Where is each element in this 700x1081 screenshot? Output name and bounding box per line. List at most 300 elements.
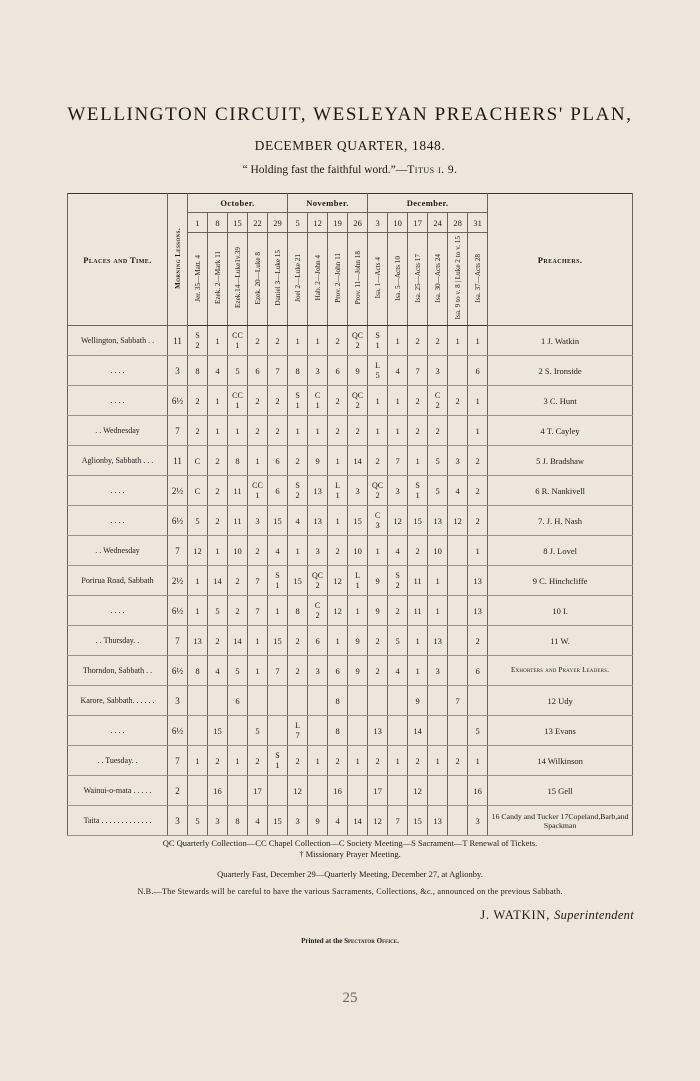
cell-value: 2 [415,545,420,556]
schedule-cell [268,686,288,716]
schedule-cell [328,716,348,746]
cell-value: 14 [353,455,362,466]
cell-value: 1 [255,635,260,646]
schedule-cell [448,326,468,356]
schedule-cell [208,506,228,536]
schedule-cell [288,626,308,656]
table-row [68,356,633,386]
schedule-cell [468,536,488,566]
schedule-cell [328,686,348,716]
motto-reference: Titus i. 9. [407,164,458,176]
cell-mark: C [374,511,381,520]
cell-mark: QC [312,571,324,580]
schedule-cell [248,326,268,356]
schedule-cell [448,716,468,746]
schedule-cell [268,776,288,806]
cell-value: 7 [395,815,400,826]
schedule-cell [228,356,248,386]
morning-time-cell: 6½ [168,506,188,536]
schedule-cell [348,716,368,746]
cell-value: 2 [415,395,420,406]
cell-value: 2 [415,425,420,436]
cell-mark: C [314,391,321,400]
lesson-header [288,233,308,326]
cell-value: 7 [255,575,260,586]
schedule-cell [388,386,408,416]
cell-value: 1 [395,755,400,766]
schedule-cell [468,506,488,536]
cell-value: 1 [215,425,220,436]
schedule-cell [388,626,408,656]
cell-value: 6 [335,665,340,676]
place-cell: . . Wednesday [68,536,168,566]
schedule-cell [408,596,428,626]
cell-value: 2 [195,395,200,406]
table-row [68,596,633,626]
table-row [68,776,633,806]
place-cell: . . . . [68,476,168,506]
cell-value: 2 [375,455,380,466]
schedule-cell [228,416,248,446]
schedule-cell [468,746,488,776]
schedule-cell [428,806,448,836]
cell-value: 1 [315,425,320,436]
schedule-cell [268,596,288,626]
schedule-cell [308,416,328,446]
cell-value: 12 [333,605,342,616]
schedule-cell [388,566,408,596]
schedule-cell [268,326,288,356]
cell-value: 1 [295,425,300,436]
date-header: 26 [348,213,368,233]
schedule-cell [308,686,328,716]
schedule-cell [328,506,348,536]
schedule-cell [248,686,268,716]
date-header: 10 [388,213,408,233]
schedule-cell [228,386,248,416]
schedule-cell [388,506,408,536]
lesson-header [388,233,408,326]
schedule-cell [448,776,468,806]
morning-time-cell: 3 [168,356,188,386]
cell-value: 4 [395,665,400,676]
stewards-note: N.B.—The Stewards will be careful to have the various Sacraments, Collections, &c., announced on the previous Sabbath. [137,887,563,896]
cell-value: 1 [435,605,440,616]
cell-value: 1 [215,395,220,406]
schedule-cell [308,596,328,626]
cell-value: 1 [355,755,360,766]
cell-value: 4 [255,815,260,826]
cell-value: 3 [295,815,300,826]
schedule-cell [448,416,468,446]
cell-value: 12 [453,515,462,526]
cell-value: 1 [295,400,300,410]
cell-value: 1 [475,755,480,766]
cell-value: 15 [273,815,282,826]
schedule-cell [228,746,248,776]
legend-missionary: † Missionary Prayer Meeting. [299,849,401,859]
cell-value: 13 [313,485,322,496]
schedule-cell [328,626,348,656]
schedule-cell [388,656,408,686]
cell-value: 10 [353,545,362,556]
cell-value: 13 [473,575,482,586]
schedule-cell [328,776,348,806]
preacher-cell: 14 Wilkinson [488,746,633,776]
schedule-cell [328,566,348,596]
schedule-cell [248,386,268,416]
cell-value: 1 [215,335,220,346]
morning-time-cell: 6½ [168,596,188,626]
schedule-cell [348,326,368,356]
cell-value: 4 [295,515,300,526]
schedule-cell [368,356,388,386]
preacher-cell: 15 Gell [488,776,633,806]
date-header: 29 [268,213,288,233]
cell-mark: S [295,481,300,490]
schedule-cell [368,596,388,626]
preacher-cell: 2 S. Ironside [488,356,633,386]
cell-value: 1 [375,425,380,436]
schedule-cell [228,536,248,566]
lesson-label: Isa. 37—Acts 28 [473,253,482,303]
schedule-cell [268,746,288,776]
schedule-cell [428,716,448,746]
cell-value: 6 [315,635,320,646]
cell-mark: S [415,481,420,490]
cell-value: 13 [433,815,442,826]
cell-value: 8 [335,725,340,736]
preacher-cell: 11 W. [488,626,633,656]
morning-time-cell: 3 [168,806,188,836]
schedule-cell [188,776,208,806]
schedule-cell [408,476,428,506]
schedule-cell [248,506,268,536]
cell-value: 13 [473,605,482,616]
schedule-cell [208,476,228,506]
place-cell: . . Thursday. . [68,626,168,656]
schedule-cell [188,746,208,776]
cell-value: 4 [395,545,400,556]
schedule-cell [468,776,488,806]
schedule-cell [348,356,368,386]
lesson-header [228,233,248,326]
date-header: 19 [328,213,348,233]
schedule-cell [428,326,448,356]
schedule-cell [188,476,208,506]
cell-value: 2 [215,515,220,526]
schedule-cell [448,686,468,716]
cell-mark: QC [352,331,364,340]
schedule-cell [248,746,268,776]
schedule-cell [388,326,408,356]
schedule-cell [368,446,388,476]
schedule-cell [288,416,308,446]
lesson-label: Joel 2—Luke 21 [293,254,302,302]
schedule-cell [448,446,468,476]
cell-value: 2 [335,425,340,436]
schedule-cell [288,386,308,416]
cell-value: 3 [375,520,380,530]
schedule-cell [348,776,368,806]
schedule-cell [468,596,488,626]
schedule-cell [268,806,288,836]
cell-value: 16 [333,785,342,796]
schedule-cell [308,716,328,746]
cell-value: 1 [395,425,400,436]
schedule-cell [208,716,228,746]
date-header: 28 [448,213,468,233]
schedule-cell [268,476,288,506]
table-row [68,536,633,566]
schedule-cell [228,686,248,716]
schedule-cell [288,536,308,566]
cell-value: 2 [195,425,200,436]
schedule-cell [248,806,268,836]
cell-value: 1 [235,755,240,766]
cell-value: 2 [335,335,340,346]
schedule-cell [428,686,448,716]
cell-value: 2 [455,395,460,406]
cell-value: 6 [275,455,280,466]
cell-value: 7 [255,605,260,616]
cell-mark: C [314,601,321,610]
cell-value: 1 [375,545,380,556]
date-header: 8 [208,213,228,233]
schedule-cell [228,626,248,656]
place-cell: . . . . [68,596,168,626]
schedule-cell [288,446,308,476]
cell-value: 15 [413,815,422,826]
schedule-cell [228,506,248,536]
cell-value: 16 [473,785,482,796]
cell-value: 12 [333,575,342,586]
schedule-cell [208,686,228,716]
schedule-cell [188,506,208,536]
cell-value: 2 [295,635,300,646]
cell-value: 13 [373,725,382,736]
schedule-cell [408,326,428,356]
table-row [68,716,633,746]
place-cell: . . . . [68,386,168,416]
schedule-cell [408,566,428,596]
schedule-cell [208,566,228,596]
place-cell: Wellington, Sabbath . . [68,326,168,356]
schedule-cell [248,776,268,806]
schedule-cell [388,476,408,506]
place-cell: Porirua Road, Sabbath [68,566,168,596]
schedule-cell [268,356,288,386]
lesson-header [188,233,208,326]
cell-value: 17 [253,785,262,796]
schedule-cell [368,326,388,356]
schedule-cell [448,386,468,416]
schedule-cell [208,656,228,686]
schedule-cell [288,596,308,626]
cell-mark: L [295,721,300,730]
schedule-cell [448,566,468,596]
morning-time-cell: 6½ [168,716,188,746]
cell-value: 15 [293,575,302,586]
cell-value: 15 [413,515,422,526]
schedule-cell [368,506,388,536]
lesson-header [448,233,468,326]
schedule-cell [428,746,448,776]
schedule-cell [268,656,288,686]
cell-value: 6 [275,485,280,496]
cell-value: 2 [295,755,300,766]
cell-value: 15 [273,515,282,526]
schedule-cell [448,656,468,686]
cell-value: 5 [195,515,200,526]
preacher-cell: 7. J. H. Nash [488,506,633,536]
schedule-cell [308,536,328,566]
schedule-cell [368,776,388,806]
lesson-label: Ezek. 20—Luke 8 [253,251,262,305]
schedule-cell [368,566,388,596]
cell-value: 2 [475,515,480,526]
schedule-cell [288,806,308,836]
schedule-cell [348,506,368,536]
cell-value: 2 [215,455,220,466]
schedule-cell [268,566,288,596]
cell-value: 2 [395,580,400,590]
cell-value: 2 [215,485,220,496]
lesson-header [348,233,368,326]
morning-time-cell: 11 [168,446,188,476]
cell-value: 4 [215,665,220,676]
table-row [68,386,633,416]
printer-credit-text: Printed at the [301,937,345,945]
schedule-cell [268,506,288,536]
cell-value: 13 [313,515,322,526]
schedule-cell [408,746,428,776]
schedule-cell [208,326,228,356]
schedule-cell [248,416,268,446]
cell-value: 1 [195,605,200,616]
lesson-label: Isa. 1—Acts 4 [373,257,382,299]
cell-value: 3 [255,515,260,526]
table-row [68,806,633,836]
preacher-cell: 8 J. Lovel [488,536,633,566]
schedule-cell [348,566,368,596]
cell-value: 5 [235,665,240,676]
cell-value: 6 [475,665,480,676]
cell-value: 3 [315,365,320,376]
cell-mark: L [375,361,381,370]
cell-value: 2 [415,755,420,766]
place-cell: Wainui-o-mata . . . . . [68,776,168,806]
cell-value: 1 [335,455,340,466]
cell-value: 2 [355,425,360,436]
cell-value: 2 [195,340,200,350]
cell-value: 5 [375,370,380,380]
schedule-cell [248,536,268,566]
schedule-cell [208,806,228,836]
schedule-cell [228,656,248,686]
schedule-cell [448,596,468,626]
lesson-header [248,233,268,326]
schedule-cell [388,776,408,806]
schedule-cell [328,446,348,476]
cell-value: 5 [475,725,480,736]
cell-value: 15 [273,635,282,646]
lesson-label: Isa. 25—Acts 17 [413,253,422,303]
schedule-cell [448,626,468,656]
schedule-cell [468,656,488,686]
schedule-cell [248,626,268,656]
cell-value: 2 [375,665,380,676]
schedule-cell [208,356,228,386]
schedule-cell [268,536,288,566]
table-row [68,566,633,596]
cell-value: 2 [275,425,280,436]
cell-value: 2 [255,545,260,556]
schedule-cell [368,626,388,656]
schedule-cell [328,596,348,626]
schedule-cell [368,686,388,716]
schedule-cell [308,656,328,686]
schedule-cell [388,536,408,566]
cell-value: 6 [235,695,240,706]
cell-value: 5 [215,605,220,616]
schedule-cell [288,326,308,356]
cell-value: 8 [295,365,300,376]
cell-value: 2 [415,335,420,346]
schedule-cell [468,686,488,716]
schedule-cell [308,476,328,506]
preacher-cell: 5 J. Bradshaw [488,446,633,476]
schedule-cell [428,566,448,596]
cell-value: 6 [335,365,340,376]
cell-value: 1 [315,335,320,346]
cell-value: 9 [355,665,360,676]
schedule-cell [348,416,368,446]
cell-value: 2 [475,635,480,646]
table-row [68,416,633,446]
cell-value: 1 [235,340,240,350]
date-header: 15 [228,213,248,233]
cell-mark: S [275,571,280,580]
schedule-cell [408,656,428,686]
schedule-cell [388,716,408,746]
cell-value: 2 [235,575,240,586]
cell-value: 8 [295,605,300,616]
table-row [68,626,633,656]
cell-value: 3 [355,485,360,496]
date-header: 22 [248,213,268,233]
date-header: 12 [308,213,328,233]
place-cell: . . . . [68,356,168,386]
schedule-cell [308,326,328,356]
cell-mark: L [335,481,340,490]
cell-value: 2 [275,395,280,406]
cell-value: 2 [315,610,320,620]
schedule-cell [188,686,208,716]
schedule-cell [208,746,228,776]
morning-time-cell: 11 [168,326,188,356]
schedule-cell [268,386,288,416]
cell-value: 1 [435,755,440,766]
cell-value: 1 [455,335,460,346]
cell-value: 4 [335,815,340,826]
morning-time-cell: 7 [168,536,188,566]
month-header-november: November. [288,194,368,213]
cell-value: 3 [215,815,220,826]
month-header-october: October. [188,194,288,213]
cell-value: 2 [255,335,260,346]
schedule-cell [248,656,268,686]
